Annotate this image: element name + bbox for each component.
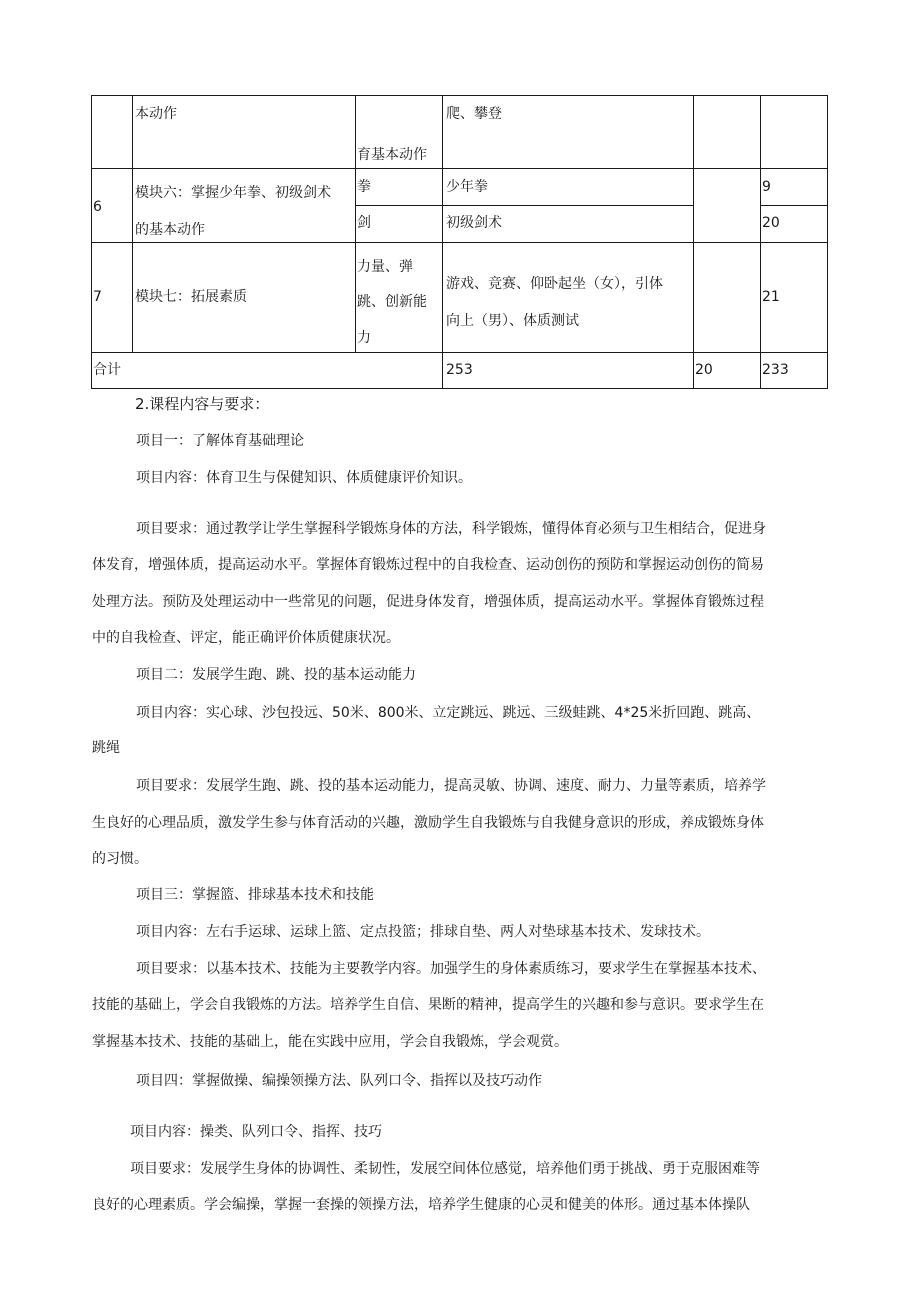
- project3-requirement-line: 掌握基本技术、技能的基础上，能在实践中应用，学会自我锻炼，学会观赏。: [92, 1034, 568, 1050]
- project1-title: 项目一：了解体育基础理论: [136, 433, 304, 449]
- table-line: [91, 352, 828, 353]
- project4-requirement-line: 良好的心理素质。学会编操，掌握一套操的领操方法，培养学生健康的心灵和健美的体形。通过基本体操队: [92, 1197, 750, 1213]
- project2-content-line: 跳绳: [92, 740, 120, 756]
- project1-requirement-line: 中的自我检查、评定，能正确评价体质健康状况。: [92, 630, 400, 646]
- table-line: [91, 95, 92, 389]
- cell-row6-sub1-hours: 9: [762, 179, 771, 195]
- cell-row7-number: 7: [93, 289, 102, 305]
- project1-content: 项目内容：体育卫生与保健知识、体质健康评价知识。: [136, 470, 472, 486]
- project2-content-line: 项目内容：实心球、沙包投远、50米、800米、立定跳远、跳远、三级蛙跳、4*25米折回跑、跳高、: [136, 705, 761, 721]
- project2-requirement-line: 项目要求：发展学生跑、跳、投的基本运动能力，提高灵敏、协调、速度、耐力、力量等素质，培养学: [136, 778, 766, 794]
- cell-row6-sub2-category: 剑: [357, 215, 371, 231]
- table-line: [442, 95, 443, 389]
- cell-total-practice: 233: [762, 362, 789, 378]
- cell-total-hours: 253: [446, 362, 473, 378]
- cell-row5-category: 育基本动作: [357, 147, 427, 163]
- project1-requirement-line: 体发育，增强体质，提高运动水平。掌握体育锻炼过程中的自我检查、运动创伤的预防和掌握运动创伤的简易: [92, 557, 764, 573]
- cell-row5-module: 本动作: [135, 106, 177, 122]
- course-hours-table: [0, 0, 920, 400]
- cell-row7-category-line2: 跳、创新能: [357, 294, 427, 310]
- cell-row6-sub2-hours: 20: [762, 215, 780, 231]
- cell-row6-module-line2: 的基本动作: [135, 222, 205, 238]
- project4-title: 项目四：掌握做操、编操领操方法、队列口令、指挥以及技巧动作: [136, 1073, 542, 1089]
- project2-title: 项目二：发展学生跑、跳、投的基本运动能力: [136, 667, 416, 683]
- project1-requirement-line: 项目要求：通过教学让学生掌握科学锻炼身体的方法，科学锻炼，懂得体育必须与卫生相结合，促进身: [136, 521, 766, 537]
- cell-total-label: 合计: [93, 362, 121, 378]
- project3-title: 项目三：掌握篮、排球基本技术和技能: [136, 887, 374, 903]
- table-line: [693, 95, 694, 389]
- table-line: [91, 388, 828, 389]
- table-line: [91, 168, 828, 169]
- project3-requirement-line: 项目要求：以基本技术、技能为主要教学内容。加强学生的身体素质练习，要求学生在掌握基本技术、: [136, 961, 766, 977]
- section-heading: 2.课程内容与要求：: [135, 395, 270, 413]
- project3-content: 项目内容：左右手运球、运球上篮、定点投篮；排球自垫、两人对垫球基本技术、发球技术。: [136, 924, 710, 940]
- cell-row6-sub1-content: 少年拳: [446, 179, 488, 195]
- project2-requirement-line: 的习惯。: [92, 851, 148, 867]
- cell-row7-content-line1: 游戏、竞赛、仰卧起坐（女），引体: [446, 276, 663, 292]
- table-line: [760, 95, 761, 389]
- cell-row6-module-line1: 模块六：掌握少年拳、初级剑术: [135, 185, 331, 201]
- project4-requirement-line: 项目要求：发展学生身体的协调性、柔韧性，发展空间体位感觉，培养他们勇于挑战、勇于克服困难等: [130, 1161, 760, 1177]
- cell-row7-category-line1: 力量、弹: [357, 259, 413, 275]
- table-line: [91, 95, 828, 96]
- project1-requirement-line: 处理方法。预防及处理运动中一些常见的问题，促进身体发育，增强体质，提高运动水平。掌握体育锻炼过程: [92, 594, 764, 610]
- table-line: [827, 95, 828, 389]
- table-line: [760, 205, 828, 206]
- cell-row7-category-line3: 力: [357, 330, 371, 346]
- table-line: [355, 95, 356, 353]
- project2-requirement-line: 生良好的心理品质，激发学生参与体育活动的兴趣，激励学生自我锻炼与自我健身意识的形成，养成锻炼身体: [92, 815, 764, 831]
- project3-requirement-line: 技能的基础上，学会自我锻炼的方法。培养学生自信、果断的精神，提高学生的兴趣和参与意识。要求学生在: [92, 997, 764, 1013]
- table-line: [91, 242, 828, 243]
- cell-row6-number: 6: [93, 199, 102, 215]
- table-line: [355, 205, 693, 206]
- table-line: [132, 95, 133, 353]
- cell-row6-sub1-category: 拳: [357, 179, 371, 195]
- cell-row7-content-line2: 向上（男）、体质测试: [446, 313, 579, 329]
- cell-row5-content: 爬、攀登: [446, 106, 502, 122]
- cell-total-theory: 20: [695, 362, 713, 378]
- cell-row7-module: 模块七：拓展素质: [135, 289, 247, 305]
- project4-content: 项目内容：操类、队列口令、指挥、技巧: [130, 1124, 382, 1140]
- cell-row7-hours: 21: [762, 289, 780, 305]
- cell-row6-sub2-content: 初级剑术: [446, 215, 502, 231]
